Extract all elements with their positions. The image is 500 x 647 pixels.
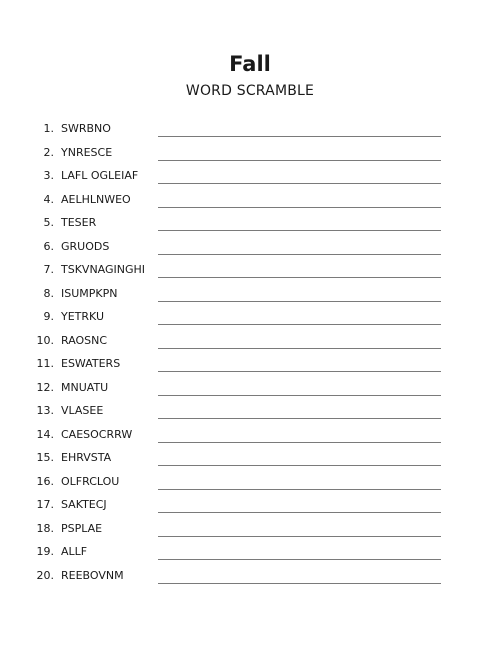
answer-line (158, 348, 441, 349)
scrambled-word: RAOSNC (61, 333, 108, 347)
answer-line (158, 583, 441, 584)
item-number: 10. (36, 333, 54, 347)
scrambled-word: SWRBNO (61, 122, 111, 135)
scrambled-word: CAESOCRRW (61, 427, 133, 441)
answer-line (158, 418, 441, 419)
item-number: 1. (43, 122, 54, 135)
item-number: 2. (43, 145, 54, 159)
answer-line (158, 230, 441, 231)
answer-line (158, 489, 441, 490)
scrambled-word: SAKTECJ (61, 498, 107, 511)
scramble-row (0, 447, 500, 471)
answer-line (158, 254, 441, 255)
item-number: 8. (43, 286, 54, 300)
scrambled-word: PSPLAE (61, 521, 103, 535)
scrambled-word: TESER (61, 216, 97, 229)
item-number: 3. (43, 169, 54, 182)
scramble-list (0, 118, 500, 588)
scramble-row (0, 471, 500, 495)
scramble-row (0, 212, 500, 236)
answer-line (158, 512, 441, 513)
item-number: 12. (36, 380, 54, 394)
scrambled-word: VLASEE (61, 404, 104, 417)
scramble-row (0, 259, 500, 283)
scramble-row (0, 541, 500, 565)
scrambled-word: GRUODS (61, 239, 110, 253)
scrambled-word: ISUMPKPN (61, 286, 118, 300)
answer-line (158, 277, 441, 278)
answer-line (158, 183, 441, 184)
page-subtitle: WORD SCRAMBLE (185, 83, 315, 99)
scrambled-word: TSKVNAGINGHI (61, 263, 146, 276)
scramble-row (0, 236, 500, 260)
answer-line (158, 324, 441, 325)
scramble-row (0, 189, 500, 213)
scramble-row (0, 353, 500, 377)
scramble-row (0, 142, 500, 166)
scramble-row (0, 283, 500, 307)
answer-line (158, 301, 441, 302)
scrambled-word: LAFL OGLEIAF (61, 169, 139, 182)
scramble-row (0, 306, 500, 330)
answer-line (158, 465, 441, 466)
answer-line (158, 559, 441, 560)
scramble-row (0, 518, 500, 542)
scrambled-word: ALLF (61, 545, 88, 558)
scramble-row (0, 400, 500, 424)
item-number: 14. (36, 427, 54, 441)
scrambled-word: ESWATERS (61, 357, 121, 370)
scrambled-word: YNRESCE (61, 145, 113, 159)
scramble-row (0, 118, 500, 142)
item-number: 15. (36, 451, 54, 464)
scrambled-word: OLFRCLOU (61, 474, 120, 488)
answer-line (158, 442, 441, 443)
scramble-row (0, 377, 500, 401)
item-number: 4. (43, 192, 54, 206)
item-number: 19. (36, 545, 54, 558)
answer-line (158, 207, 441, 208)
scrambled-word: MNUATU (61, 380, 109, 394)
item-number: 11. (36, 357, 54, 370)
scrambled-word: YETRKU (61, 310, 105, 323)
scramble-row (0, 494, 500, 518)
scramble-row (0, 565, 500, 589)
scramble-row (0, 424, 500, 448)
item-number: 13. (36, 404, 54, 417)
scramble-row (0, 330, 500, 354)
item-number: 17. (36, 498, 54, 511)
answer-line (158, 536, 441, 537)
item-number: 6. (43, 239, 54, 253)
item-number: 9. (43, 310, 54, 323)
scramble-row (0, 165, 500, 189)
answer-line (158, 371, 441, 372)
item-number: 16. (36, 474, 54, 488)
scrambled-word: EHRVSTA (61, 451, 112, 464)
answer-line (158, 395, 441, 396)
item-number: 20. (36, 568, 54, 582)
item-number: 7. (43, 263, 54, 276)
page-title: Fall (229, 52, 271, 76)
answer-line (158, 160, 441, 161)
scrambled-word: AELHLNWEO (61, 192, 131, 206)
scrambled-word: REEBOVNM (61, 568, 124, 582)
item-number: 5. (43, 216, 54, 229)
item-number: 18. (36, 521, 54, 535)
answer-line (158, 136, 441, 137)
